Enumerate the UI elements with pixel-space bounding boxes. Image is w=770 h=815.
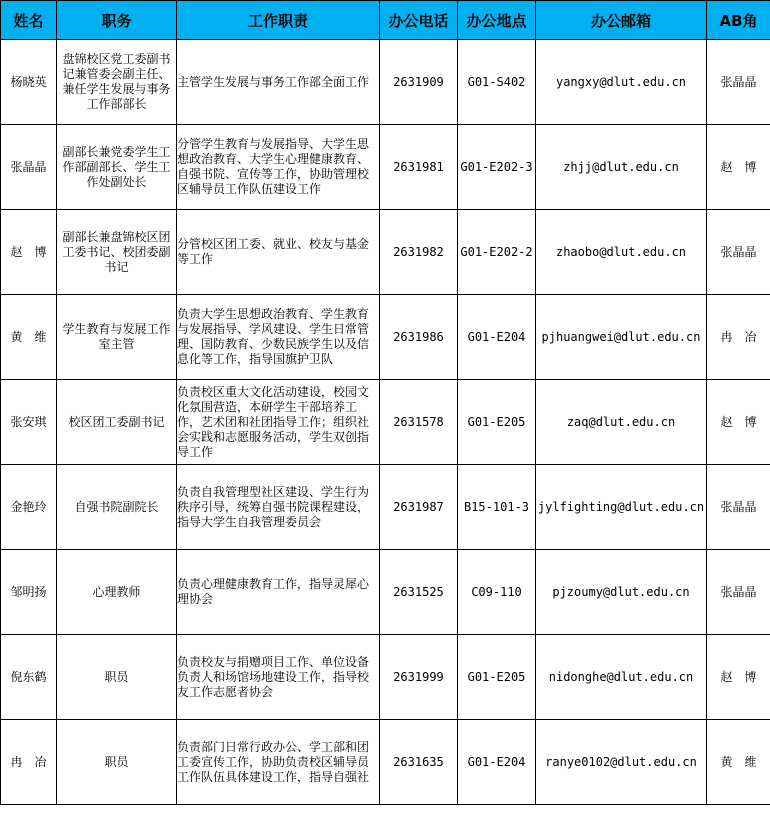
cell-duties: 负责部门日常行政办公、学工部和团工委宣传工作，协助负责校区辅导员工作队伍具体建设工作，指导自强社 — [177, 720, 380, 805]
table-row — [1, 40, 770, 125]
table-row — [1, 550, 770, 635]
cell-duties: 负责大学生思想政治教育、学生教育与发展指导、学风建设、学生日常管理、国防教育、少数民族学生以及信息化等工作，指导国旗护卫队 — [177, 295, 380, 380]
cell-name: 张安琪 — [1, 380, 57, 465]
cell-position: 心理教师 — [57, 550, 177, 635]
cell-name: 杨晓英 — [1, 40, 57, 125]
cell-phone: 2631981 — [380, 125, 458, 210]
cell-location: G01-S402 — [458, 40, 536, 125]
table-row — [1, 720, 770, 805]
cell-location: G01-E204 — [458, 720, 536, 805]
cell-ab: 张晶晶 — [707, 465, 770, 550]
cell-duties: 负责心理健康教育工作，指导灵犀心理协会 — [177, 550, 380, 635]
cell-ab: 黄 维 — [707, 720, 770, 805]
cell-phone: 2631999 — [380, 635, 458, 720]
header-ab: AB角 — [707, 1, 770, 40]
cell-email: yangxy@dlut.edu.cn — [536, 40, 707, 125]
header-name: 姓名 — [1, 1, 57, 40]
table-row — [1, 125, 770, 210]
cell-duties: 分管校区团工委、就业、校友与基金等工作 — [177, 210, 380, 295]
cell-location: B15-101-3 — [458, 465, 536, 550]
cell-location: G01-E205 — [458, 380, 536, 465]
cell-ab: 冉 冶 — [707, 295, 770, 380]
cell-position: 职员 — [57, 720, 177, 805]
table-row — [1, 210, 770, 295]
table-row — [1, 295, 770, 380]
cell-email: zhaobo@dlut.edu.cn — [536, 210, 707, 295]
cell-ab: 张晶晶 — [707, 550, 770, 635]
cell-duties: 主管学生发展与事务工作部全面工作 — [177, 40, 380, 125]
cell-location: G01-E204 — [458, 295, 536, 380]
cell-name: 黄 维 — [1, 295, 57, 380]
table-row — [1, 465, 770, 550]
cell-email: pjhuangwei@dlut.edu.cn — [536, 295, 707, 380]
header-row — [1, 1, 770, 40]
header-phone: 办公电话 — [380, 1, 458, 40]
cell-ab: 赵 博 — [707, 125, 770, 210]
cell-location: C09-110 — [458, 550, 536, 635]
cell-ab: 张晶晶 — [707, 210, 770, 295]
cell-phone: 2631982 — [380, 210, 458, 295]
cell-name: 邹明扬 — [1, 550, 57, 635]
cell-position: 副部长兼盘锦校区团工委书记、校团委副书记 — [57, 210, 177, 295]
cell-email: zhjj@dlut.edu.cn — [536, 125, 707, 210]
table-body — [1, 40, 770, 805]
cell-position: 校区团工委副书记 — [57, 380, 177, 465]
cell-phone: 2631635 — [380, 720, 458, 805]
cell-duties: 负责校区重大文化活动建设，校园文化氛围营造，本研学生干部培养工作，艺术团和社团指导工作；组织社会实践和志愿服务活动，学生双创指导工作 — [177, 380, 380, 465]
cell-ab: 赵 博 — [707, 635, 770, 720]
cell-position: 副部长兼党委学生工作部副部长、学生工作处副处长 — [57, 125, 177, 210]
header-location: 办公地点 — [458, 1, 536, 40]
cell-position: 职员 — [57, 635, 177, 720]
cell-email: pjzoumy@dlut.edu.cn — [536, 550, 707, 635]
cell-position: 自强书院副院长 — [57, 465, 177, 550]
cell-duties: 负责自我管理型社区建设、学生行为秩序引导，统筹自强书院课程建设，指导大学生自我管理委员会 — [177, 465, 380, 550]
cell-phone: 2631986 — [380, 295, 458, 380]
cell-name: 金艳玲 — [1, 465, 57, 550]
table-header — [1, 1, 770, 40]
cell-ab: 张晶晶 — [707, 40, 770, 125]
cell-name: 张晶晶 — [1, 125, 57, 210]
table-row — [1, 380, 770, 465]
cell-phone: 2631909 — [380, 40, 458, 125]
table-row — [1, 635, 770, 720]
cell-email: nidonghe@dlut.edu.cn — [536, 635, 707, 720]
cell-email: zaq@dlut.edu.cn — [536, 380, 707, 465]
cell-position: 学生教育与发展工作室主管 — [57, 295, 177, 380]
header-email: 办公邮箱 — [536, 1, 707, 40]
cell-phone: 2631987 — [380, 465, 458, 550]
cell-email: ranye0102@dlut.edu.cn — [536, 720, 707, 805]
cell-name: 冉 冶 — [1, 720, 57, 805]
cell-duties: 分管学生教育与发展指导、大学生思想政治教育、大学生心理健康教育、自强书院、宣传等工作，协助管理校区辅导员工作队伍建设工作 — [177, 125, 380, 210]
cell-duties: 负责校友与捐赠项目工作、单位设备负责人和场馆场地建设工作，指导校友工作志愿者协会 — [177, 635, 380, 720]
cell-location: G01-E202-3 — [458, 125, 536, 210]
cell-ab: 赵 博 — [707, 380, 770, 465]
header-duties: 工作职责 — [177, 1, 380, 40]
cell-phone: 2631578 — [380, 380, 458, 465]
cell-name: 倪东鹤 — [1, 635, 57, 720]
cell-location: G01-E205 — [458, 635, 536, 720]
cell-position: 盘锦校区党工委副书记兼管委会副主任、兼任学生发展与事务工作部部长 — [57, 40, 177, 125]
cell-phone: 2631525 — [380, 550, 458, 635]
cell-location: G01-E202-2 — [458, 210, 536, 295]
header-position: 职务 — [57, 1, 177, 40]
cell-name: 赵 博 — [1, 210, 57, 295]
cell-email: jylfighting@dlut.edu.cn — [536, 465, 707, 550]
